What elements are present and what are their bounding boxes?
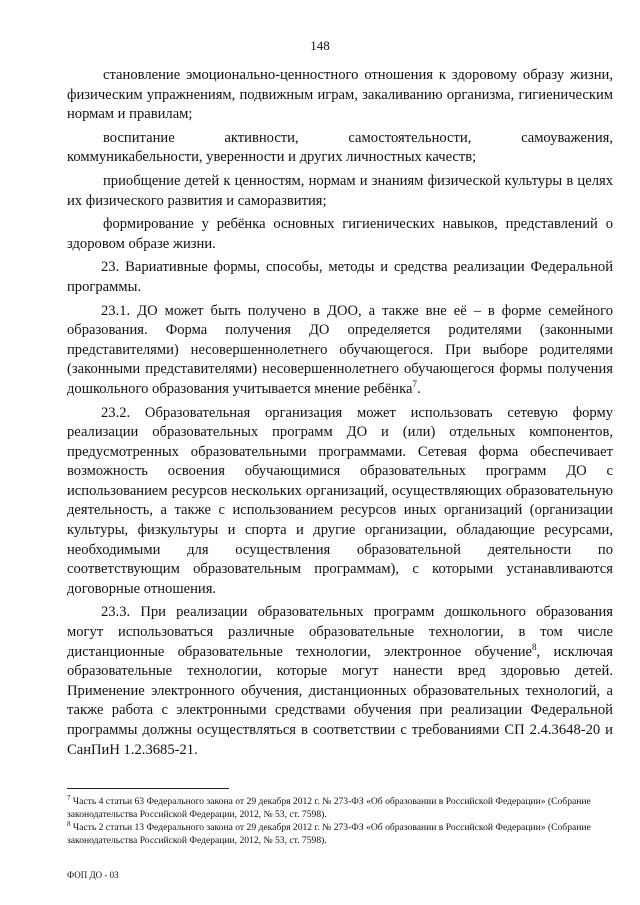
footnote-divider: [67, 788, 229, 789]
paragraph-goal-emotional: становление эмоционально-ценностного отношения к здоровому образу жизни, физическим упражнениям, подвижным играм, закаливанию организма, гигиеническим нормам и правилам;: [67, 67, 613, 123]
footnote-ref-8: 8: [532, 641, 537, 652]
footnote-7: $^7$ Часть 4 статьи 63 Федерального закона от 29 декабря 2012 г. № 273-ФЗ «Об образовании в Российской Федерации» (Собрание законодательства Российской Федерации, 2012, № 53, ст. 7598).: [67, 793, 591, 820]
paragraph-23-3: 23.3. При реализации образовательных программ дошкольного образования могут использоваться различные образовательные технологии, в том числе дистанционные образовательные технологии, электронное обучение$^8$, исключая образовательные технологии, которые могут нанести вред здоровью детей. Применение электронного обучения, дистанционных образовательных технологий, а также работа с электронными средствами обучения при реализации Федеральной программы должны осуществляться в соответствии с требованиями СП 2.4.3648-20 и СанПиН 1.2.3685-21.: [67, 604, 613, 758]
footnote-8: $^8$ Часть 2 статьи 13 Федерального закона от 29 декабря 2012 г. № 273-ФЗ «Об образовании в Российской Федерации» (Собрание законодательства Российской Федерации, 2012, № 53, ст. 7598).: [67, 820, 591, 846]
body-text: [67, 66, 613, 764]
paragraph-23-1: 23.1. ДО может быть получено в ДОО, а также вне её – в форме семейного образования. Форма получения ДО определяется родителями (законными представителями) несовершеннолетнего обучающегося. При выборе родителями (законными представителями) несовершеннолетнего обучающегося формы получения дошкольного образования учитывается мнение ребёнка$^7$.: [67, 302, 613, 397]
section-heading-23: 23. Вариативные формы, способы, методы и средства реализации Федеральной программы.: [67, 259, 613, 295]
document-code: ФОП ДО - 03: [67, 870, 119, 880]
footnote-mark: 8: [67, 820, 71, 828]
page-number: 148: [310, 38, 330, 53]
footnotes: [67, 793, 613, 848]
footnote-mark: 7: [67, 793, 71, 802]
paragraph-goal-hygiene: формирование у ребёнка основных гигиенических навыков, представлений о здоровом образе жизни.: [67, 216, 613, 252]
paragraph-23-2: 23.2. Образовательная организация может использовать сетевую форму реализации образовательных программ ДО и (или) отдельных компонентов, предусмотренных образовательными программами. Сетевая форма обеспечивает возможность освоения обучающимися образовательных программ ДО с использованием ресурсов нескольких организаций, осуществляющих образовательную деятельность, а также с использованием ресурсов иных организаций (организации культуры, физкультуры и спорта и другие организации, обладающие ресурсами, необходимыми для осуществления образовательной деятельности по соответствующим образовательным программам), с которыми устанавливаются договорные отношения.: [67, 404, 613, 597]
paragraph-goal-values: приобщение детей к ценностям, нормам и знаниям физической культуры в целях их физического развития и саморазвития;: [67, 172, 613, 209]
footnote-ref-7: 7: [412, 379, 417, 390]
paragraph-goal-activity: воспитание активности, самостоятельности, самоуважения, коммуникабельности, уверенности и других личностных качеств;: [67, 129, 613, 166]
